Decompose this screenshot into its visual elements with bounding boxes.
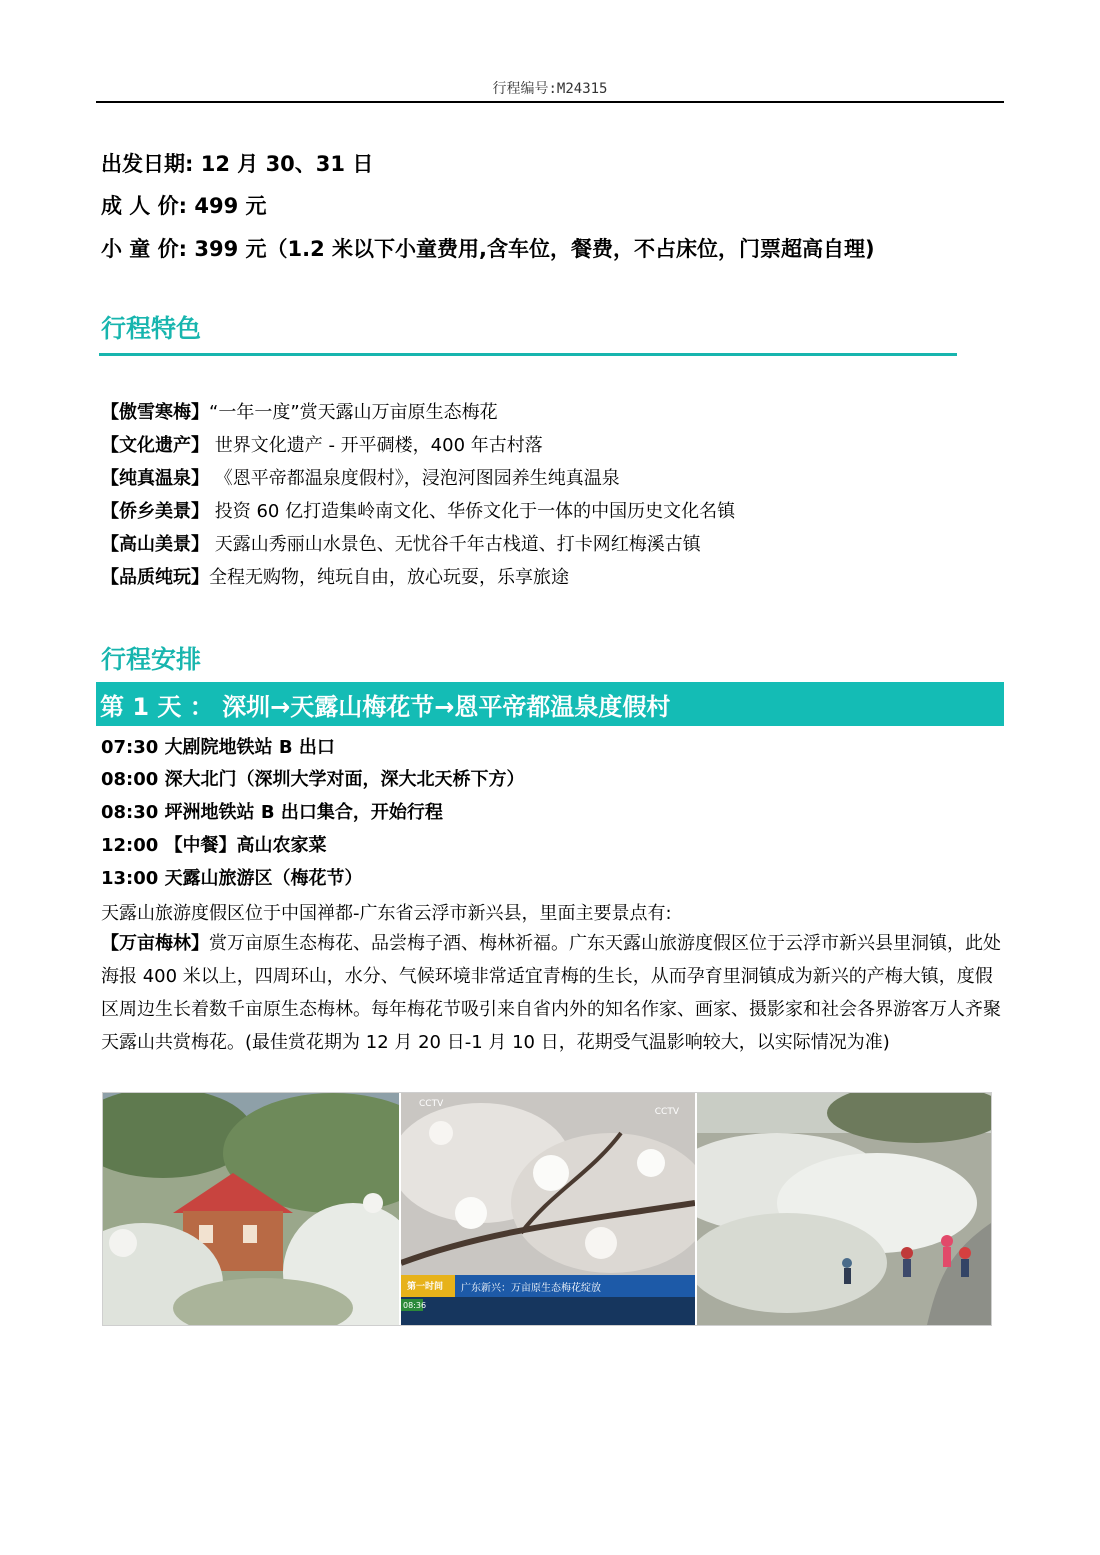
features-heading: 行程特色 xyxy=(101,314,202,343)
feature-text: 天露山秀丽山水景色、无忧谷千年古栈道、打卡网红梅溪古镇 xyxy=(209,534,701,555)
schedule-item: 07:30 大剧院地铁站 B 出口 xyxy=(101,737,335,758)
schedule-item: 08:00 深大北门（深圳大学对面，深大北天桥下方） xyxy=(101,769,525,790)
tv-program-name: 第一时间 xyxy=(407,1282,444,1292)
child-price-value: 399 元（1.2 米以下小童费用,含车位，餐费，不占床位，门票超高自理) xyxy=(194,237,875,261)
plum-cottage-photo xyxy=(103,1093,401,1325)
feature-text: 投资 60 亿打造集岭南文化、华侨文化于一体的中国历史文化名镇 xyxy=(209,501,736,522)
schedule-item: 13:00 天露山旅游区（梅花节） xyxy=(101,868,363,889)
schedule-item: 12:00 【中餐】高山农家菜 xyxy=(101,835,327,856)
adult-price-row xyxy=(101,190,267,220)
features-divider xyxy=(99,353,957,356)
departure-date-row xyxy=(101,148,373,178)
photo-strip xyxy=(102,1092,992,1326)
feature-item xyxy=(101,431,543,457)
feature-text: 世界文化遗产 - 开平碉楼，400 年古村落 xyxy=(209,435,543,456)
tv-logo-left: CCTV xyxy=(419,1099,444,1109)
plum-forest-hikers-photo xyxy=(697,1093,991,1325)
itinerary-code: 行程编号:M24315 xyxy=(492,81,608,97)
feature-text: 全程无购物，纯玩自由，放心玩耍，乐享旅途 xyxy=(209,567,569,588)
feature-text: 《恩平帝都温泉度假村》，浸泡河图园养生纯真温泉 xyxy=(209,468,620,489)
plum-blossom-tv-photo xyxy=(401,1093,697,1325)
day1-title-bar xyxy=(96,682,1004,726)
scenic-intro: 天露山旅游度假区位于中国禅都-广东省云浮市新兴县，里面主要景点有: xyxy=(101,903,672,924)
adult-price-label: 成 人 价: xyxy=(101,194,188,218)
tv-logo-right: CCTV xyxy=(654,1107,679,1117)
feature-item xyxy=(101,530,701,556)
tv-clock: 08:36 xyxy=(403,1301,427,1310)
feature-tag: 【纯真温泉】 xyxy=(101,468,209,489)
feature-tag: 【文化遗产】 xyxy=(101,435,209,456)
tv-news-banner: 广东新兴：万亩原生态梅花绽放 xyxy=(461,1283,601,1294)
plum-forest-text: 赏万亩原生态梅花、品尝梅子酒、梅林祈福。广东天露山旅游度假区位于云浮市新兴县里洞镇，此处海报 400 米以上，四周环山，水分、气候环境非常适宜青梅的生长，从而孕育里洞镇成为新兴的产梅大镇，度假区周边生长着数千亩原生态梅林。每年梅花节吸引来自省内外的知名作家、画家、摄影家和社会各界游客万人齐聚天露山共赏梅花。(最佳赏花期为 12 月 20 日-1 月 10 日，花期受气温影响较大，以实际情况为准) xyxy=(101,933,1001,1053)
day1-title: 第 1 天 ： 深圳→天露山梅花节→恩平帝都温泉度假村 xyxy=(100,693,671,721)
header-divider xyxy=(96,101,1004,103)
feature-tag: 【品质纯玩】 xyxy=(101,567,209,588)
feature-item xyxy=(101,464,620,490)
adult-price-value: 499 元 xyxy=(194,194,267,218)
feature-item xyxy=(101,497,735,523)
departure-date-label: 出发日期: xyxy=(101,152,194,176)
child-price-label: 小 童 价: xyxy=(101,237,188,261)
feature-tag: 【傲雪寒梅】 xyxy=(101,402,209,423)
feature-tag: 【高山美景】 xyxy=(101,534,209,555)
feature-text: “一年一度”赏天露山万亩原生态梅花 xyxy=(209,402,498,423)
feature-tag: 【侨乡美景】 xyxy=(101,501,209,522)
departure-date-value: 12 月 30、31 日 xyxy=(200,152,374,176)
plum-forest-paragraph xyxy=(101,927,1006,1059)
arrangement-heading: 行程安排 xyxy=(101,645,202,674)
feature-item xyxy=(101,563,569,589)
schedule-item: 08:30 坪洲地铁站 B 出口集合，开始行程 xyxy=(101,802,443,823)
plum-forest-tag: 【万亩梅林】 xyxy=(101,933,209,954)
feature-item xyxy=(101,398,498,424)
child-price-row xyxy=(101,233,875,263)
